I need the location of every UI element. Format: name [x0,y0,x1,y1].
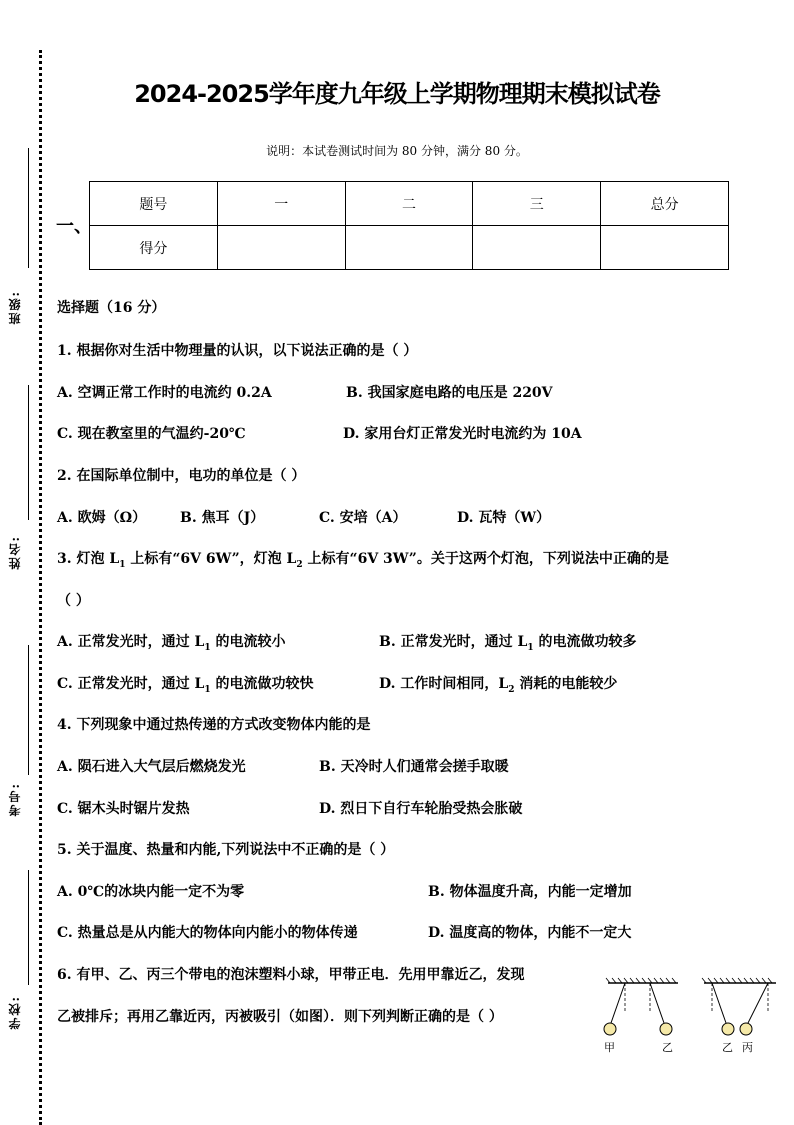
question-4-option-d: D. 烈日下自行车轮胎受热会胀破 [319,801,523,817]
right-support [702,978,776,1035]
subscript: 1 [119,559,126,570]
table-cell: 三 [473,182,601,226]
table-cell: 二 [345,182,473,226]
question-3-stem [57,548,669,570]
question-3-option-d [379,673,617,695]
stem-text: 上标有“6V 3W”。关于这两个灯泡，下列说法中正确的是 [302,551,669,567]
option-text: C. 正常发光时，通过 L [57,676,205,692]
question-4-stem: 4. 下列现象中通过热传递的方式改变物体内能的是 [57,717,371,733]
exam-no-label: 考号: [8,782,22,817]
exam-note: 说明：本试卷测试时间为 80 分钟，满分 80 分。 [266,144,528,158]
option-text: B. 正常发光时，通过 L [379,634,528,650]
option-text: 的电流做功较快 [210,676,314,692]
question-5-option-b: B. 物体温度升高，内能一定增加 [428,884,632,900]
pendulum-diagram [600,975,780,1060]
exam-no-underline [28,645,29,775]
school-underline [28,870,29,985]
score-input-cell [217,226,345,270]
ball-label-yi: 乙 [662,1041,673,1054]
ball-label-bing: 丙 [742,1041,753,1054]
ball-label-jia: 甲 [604,1041,615,1054]
question-5-option-a: A. 0℃的冰块内能一定不为零 [57,884,245,900]
school-label: 学校: [8,995,22,1030]
table-cell: 总分 [601,182,729,226]
score-input-cell [601,226,729,270]
section-number: 一、 [56,216,92,237]
left-support [604,978,678,1035]
question-5-option-d: D. 温度高的物体，内能不一定大 [428,925,632,941]
table-cell: 题号 [90,182,218,226]
question-4-option-c: C. 锯木头时锯片发热 [57,801,190,817]
question-1-option-d: D. 家用台灯正常发光时电流约为 10A [343,426,582,442]
charged-balls-figure [600,975,780,1064]
option-text: 的电流较小 [210,634,286,650]
option-text: 的电流做功较多 [533,634,637,650]
option-text: D. 工作时间相同，L [379,676,509,692]
class-underline [28,148,29,268]
stem-text: 上标有“6V 6W”，灯泡 L [125,551,297,567]
subscript: 1 [204,684,211,695]
subscript: 2 [296,559,303,570]
name-underline [28,385,29,520]
option-text: A. 正常发光时，通过 L [57,634,205,650]
question-4-option-b: B. 天冷时人们通常会搓手取暖 [319,759,509,775]
section-title: 选择题（16 分） [57,300,166,316]
question-3-option-a [57,631,285,653]
question-3-option-b [379,631,636,653]
question-2-stem: 2. 在国际单位制中，电功的单位是（ ） [57,468,306,484]
question-1-stem: 1. 根据你对生活中物理量的认识，以下说法正确的是（ ） [57,343,418,359]
name-label: 姓名: [8,535,22,570]
question-2-option-b: B. 焦耳（J） [180,510,265,526]
question-1-option-c: C. 现在教室里的气温约-20℃ [57,426,246,442]
stem-text: 3. 灯泡 L [57,551,120,567]
table-row [90,182,729,226]
score-input-cell [473,226,601,270]
subscript: 1 [204,642,211,653]
question-1-option-a: A. 空调正常工作时的电流约 0.2A [57,385,272,401]
question-4-option-a: A. 陨石进入大气层后燃烧发光 [57,759,246,775]
ball-label-yi-2: 乙 [722,1041,733,1054]
score-input-cell [345,226,473,270]
question-2-option-c: C. 安培（A） [319,510,407,526]
table-cell: 得分 [90,226,218,270]
question-3-option-c [57,673,314,695]
question-6-stem: 6. 有甲、乙、丙三个带电的泡沫塑料小球，甲带正电．先用甲靠近乙，发现 [57,967,525,983]
option-text: 消耗的电能较少 [514,676,618,692]
binding-dotted-line [39,50,42,1125]
class-label: 班级: [8,290,22,325]
question-6-stem-continued: 乙被排斥；再用乙靠近丙，丙被吸引（如图）．则下列判断正确的是（ ） [57,1009,503,1025]
question-5-stem: 5. 关于温度、热量和内能,下列说法中不正确的是（ ） [57,842,395,858]
table-cell: 一 [217,182,345,226]
question-2-option-a: A. 欧姆（Ω） [57,510,147,526]
subscript: 1 [527,642,534,653]
page-title: 2024-2025学年度九年级上学期物理期末模拟试卷 [134,80,660,108]
question-3-stem-continued: （ ） [57,593,90,609]
question-5-option-c: C. 热量总是从内能大的物体向内能小的物体传递 [57,925,358,941]
question-1-option-b: B. 我国家庭电路的电压是 220V [346,385,553,401]
score-table [89,181,729,270]
question-2-option-d: D. 瓦特（W） [457,510,551,526]
table-row [90,226,729,270]
subscript: 2 [508,684,515,695]
